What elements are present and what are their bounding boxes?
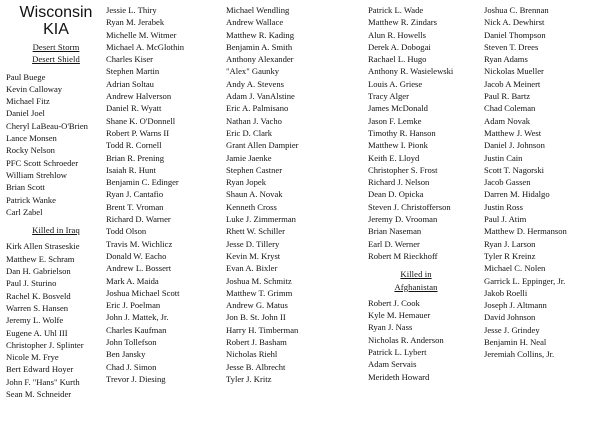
name-entry: Anthony R. Wasielewski [368, 66, 454, 77]
name-entry: Jesse B. Albrecht [226, 361, 286, 372]
name-entry: Nicole M. Frye [6, 352, 59, 363]
name-entry: Kenneth Cross [226, 201, 277, 212]
name-entry: Shaun A. Novak [226, 189, 283, 200]
name-entry: Patrick L. Wade [368, 5, 424, 15]
name-entry: Steven J. Christofferson [368, 201, 451, 212]
name-entry: Ryan J. Nass [368, 322, 413, 333]
name-entry: Brian R. Prening [106, 152, 165, 163]
name-entry: Charles Kaufman [106, 324, 167, 335]
name-entry: Jamie Jaenke [226, 152, 272, 163]
column-5 [484, 4, 567, 361]
iraq-heading: Killed in Iraq [32, 225, 80, 236]
name-entry: Rocky Nelson [6, 145, 55, 156]
name-entry: Adrian Soltau [106, 78, 154, 89]
name-entry: Todd R. Cornell [106, 140, 162, 151]
name-entry: Jeremy L. Wolfe [6, 315, 64, 326]
name-entry: Jessie L. Thiry [106, 5, 157, 15]
name-list-column-2 [106, 4, 184, 385]
name-entry: Joshua Michael Scott [106, 287, 180, 298]
name-entry: Paul J. Atim [484, 214, 527, 225]
name-entry: Christopher J. Splinter [6, 339, 84, 350]
name-entry: Evan A. Bixler [226, 263, 278, 274]
name-entry: Justin Cain [484, 152, 523, 163]
name-entry: Ryan J. Cantafio [106, 189, 164, 200]
name-entry: Keith E. Lloyd [368, 152, 420, 163]
name-entry: Ryan J. Larson [484, 238, 536, 249]
name-entry: Anthony Alexander [226, 54, 294, 65]
name-entry: Jon B. St. John II [226, 312, 286, 323]
column-3 [226, 4, 299, 385]
name-entry: Kevin Calloway [6, 83, 63, 94]
name-entry: Andrew G. Matus [226, 300, 288, 311]
name-entry: Jakob Roelli [484, 287, 528, 298]
name-entry: Tracy Alger [368, 91, 409, 102]
name-entry: Shane K. O'Donnell [106, 115, 176, 126]
name-entry: "Alex" Gaunky [226, 66, 280, 77]
name-entry: Cheryl LaBeau-O'Brien [6, 120, 88, 131]
name-entry: Lance Monsen [6, 133, 57, 144]
name-entry: Tyler R Kreinz [484, 250, 536, 261]
name-entry: Andrew Wallace [226, 17, 284, 28]
name-entry: Jason F. Lemke [368, 115, 422, 126]
name-entry: Jesse D. Tillery [226, 238, 280, 249]
name-entry: Jacob Gassen [484, 177, 531, 188]
name-entry: Mark A. Maida [106, 275, 159, 286]
name-entry: William Strehlow [6, 169, 67, 180]
name-entry: Adam Servais [368, 359, 417, 370]
name-entry: Eugene A. Uhl III [6, 327, 68, 338]
name-entry: Brian Naseman [368, 226, 422, 237]
name-entry: Nickolas Mueller [484, 66, 544, 77]
name-entry: Christopher S. Frost [368, 164, 438, 175]
name-entry: Daniel Joel [6, 108, 45, 119]
name-entry: Michael Wendling [226, 5, 290, 15]
name-entry: Matthew E. Schram [6, 253, 75, 264]
name-entry: Matthew R. Kading [226, 29, 295, 40]
name-entry: Daniel R. Wyatt [106, 103, 162, 114]
name-entry: John J. Mattek, Jr. [106, 312, 169, 323]
name-entry: Ryan Jopek [226, 177, 266, 188]
name-entry: Robert J. Cook [368, 297, 420, 308]
name-entry: Joseph J. Altmann [484, 300, 547, 311]
name-entry: Rachael L. Hugo [368, 54, 427, 65]
name-entry: Isaiah R. Hunt [106, 164, 156, 175]
name-entry: Matthew I. Pionk [368, 140, 428, 151]
name-entry: Adam J. VanAlstine [226, 91, 295, 102]
name-entry: Merideth Howard [368, 371, 430, 382]
name-entry: Todd Olson [106, 226, 147, 237]
name-entry: Robert M Rieckhoff [368, 250, 438, 261]
name-entry: Eric D. Clark [226, 127, 273, 138]
name-entry: Michael Fitz [6, 96, 50, 107]
name-entry: Rachel K. Bosveld [6, 290, 71, 301]
name-entry: Matthew T. Grimm [226, 287, 293, 298]
name-entry: Ryan Adams [484, 54, 528, 65]
name-entry: Jacob A Meinert [484, 78, 541, 89]
name-entry: Louis A. Griese [368, 78, 423, 89]
name-entry: Paul J. Sturino [6, 278, 57, 289]
name-entry: Jeremy D. Vrooman [368, 214, 438, 225]
name-entry: Dean D. Opicka [368, 189, 424, 200]
name-entry: Matthew D. Hermanson [484, 226, 567, 237]
name-entry: James McDonald [368, 103, 428, 114]
name-entry: Darren M. Hidalgo [484, 189, 550, 200]
name-entry: Scott T. Nagorski [484, 164, 545, 175]
name-entry: John F. "Hans" Kurth [6, 376, 80, 387]
desert-storm-heading-line-2: Desert Shield [32, 54, 80, 65]
name-entry: Benjamin A. Smith [226, 41, 293, 52]
name-entry: Ben Jansky [106, 349, 146, 360]
name-entry: Trevor J. Diesing [106, 373, 166, 384]
name-entry: Daniel J. Johnson [484, 140, 545, 151]
name-entry: Stephen Castner [226, 164, 283, 175]
afghanistan-heading-line-1: Killed in [400, 269, 432, 280]
iraq-list-column-1 [6, 240, 106, 400]
name-entry: Nathan J. Vacho [226, 115, 282, 126]
desert-storm-list [6, 71, 106, 219]
name-entry: David Johnson [484, 312, 536, 323]
name-entry: Michael A. McGlothin [106, 41, 185, 52]
desert-storm-heading-line-1: Desert Storm [32, 42, 80, 52]
name-entry: Benjamin H. Neal [484, 337, 547, 348]
name-entry: Dan H. Gabrielson [6, 266, 71, 277]
name-entry: Kirk Allen Straseskie [6, 241, 80, 252]
name-entry: Rhett W. Schiller [226, 226, 285, 237]
name-entry: PFC Scott Schroeder [6, 157, 79, 168]
name-entry: John Tollefson [106, 337, 157, 348]
name-entry: Andrew Halverson [106, 91, 172, 102]
name-entry: Eric J. Poelman [106, 300, 161, 311]
name-entry: Carl Zabel [6, 206, 43, 217]
name-entry: Brian Scott [6, 182, 45, 193]
afghanistan-list [368, 297, 464, 383]
name-entry: Ryan M. Jerabek [106, 17, 165, 28]
name-entry: Grant Allen Dampier [226, 140, 299, 151]
name-entry: Justin Ross [484, 201, 523, 212]
name-list-column-4 [368, 4, 464, 262]
name-entry: Harry H. Timberman [226, 324, 299, 335]
page-title-line-1: Wisconsin [19, 4, 93, 21]
name-entry: Robert J. Basham [226, 337, 287, 348]
name-entry: Steven T. Drees [484, 41, 539, 52]
name-entry: Bert Edward Hoyer [6, 364, 74, 375]
name-entry: Michelle M. Witmer [106, 29, 177, 40]
column-1 [6, 4, 106, 400]
name-entry: Andy A. Stevens [226, 78, 285, 89]
name-entry: Tyler J. Kritz [226, 373, 272, 384]
name-entry: Richard J. Nelson [368, 177, 430, 188]
name-entry: Chad J. Simon [106, 361, 157, 372]
name-entry: Matthew R. Zindars [368, 17, 437, 28]
name-entry: Joshua M. Schmitz [226, 275, 292, 286]
name-entry: Derek A. Dobogai [368, 41, 431, 52]
name-list-column-3 [226, 4, 299, 385]
name-entry: Kyle M. Hemauer [368, 310, 431, 321]
name-entry: Earl D. Werner [368, 238, 420, 249]
name-entry: Paul Buege [6, 71, 46, 82]
name-entry: Jesse J. Grindey [484, 324, 540, 335]
name-entry: Eric A. Palmisano [226, 103, 289, 114]
name-entry: Nicholas R. Anderson [368, 334, 444, 345]
name-entry: Michael C. Nolen [484, 263, 546, 274]
name-entry: Garrick L. Eppinger, Jr. [484, 275, 566, 286]
name-entry: Charles Kiser [106, 54, 154, 65]
name-list-column-5 [484, 4, 567, 361]
name-entry: Timothy R. Hanson [368, 127, 436, 138]
name-entry: Stephen Martin [106, 66, 160, 77]
name-entry: Kevin M. Kryst [226, 250, 281, 261]
name-entry: Alun R. Howells [368, 29, 427, 40]
name-entry: Donald W. Eacho [106, 250, 167, 261]
name-entry: Luke J. Zimmerman [226, 214, 296, 225]
name-entry: Nick A. Dewhirst [484, 17, 545, 28]
name-entry: Sean M. Schneider [6, 389, 72, 400]
name-entry: Chad Coleman [484, 103, 536, 114]
name-entry: Nicholas Riehl [226, 349, 278, 360]
name-entry: Travis M. Wichlicz [106, 238, 173, 249]
name-entry: Richard D. Warner [106, 214, 171, 225]
name-entry: Benjamin C. Edinger [106, 177, 179, 188]
page-title-line-2: KIA [43, 21, 69, 38]
name-entry: Robert P. Warns II [106, 127, 170, 138]
name-entry: Jeremiah Collins, Jr. [484, 349, 555, 360]
name-entry: Adam Novak [484, 115, 531, 126]
name-entry: Brent T. Vroman [106, 201, 164, 212]
name-entry: Daniel Thompson [484, 29, 546, 40]
name-entry: Paul R. Bartz [484, 91, 531, 102]
name-entry: Andrew L. Bossert [106, 263, 172, 274]
afghanistan-heading-line-2: Afghanistan [394, 281, 438, 292]
name-entry: Patrick Wanke [6, 194, 56, 205]
column-2 [106, 4, 184, 385]
column-4 [368, 4, 464, 383]
name-entry: Patrick L. Lybert [368, 347, 427, 358]
name-entry: Warren S. Hansen [6, 302, 69, 313]
name-entry: Joshua C. Brennan [484, 5, 549, 15]
name-entry: Matthew J. West [484, 127, 542, 138]
